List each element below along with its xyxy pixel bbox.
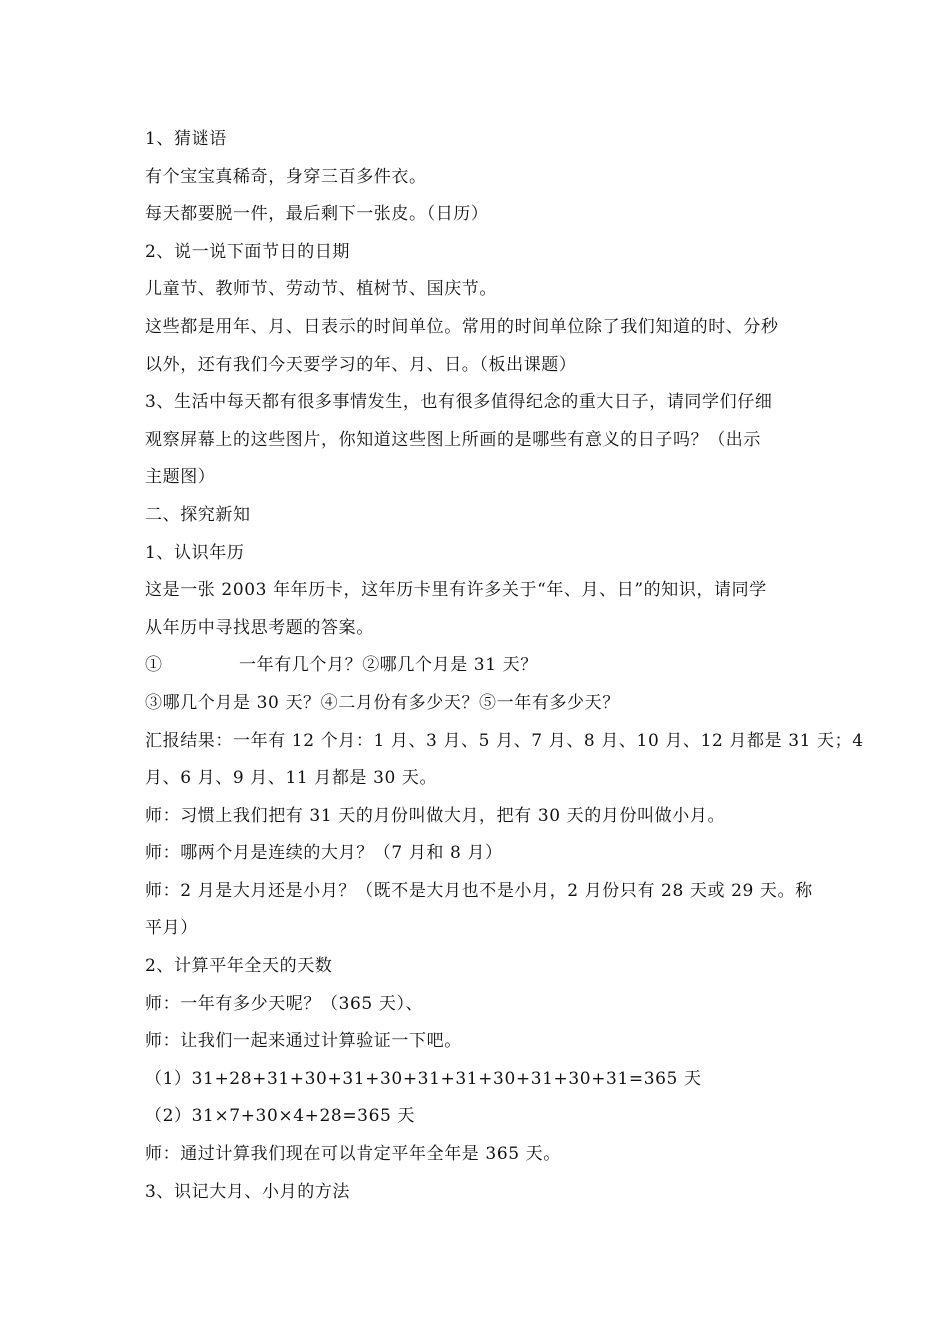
dialogue-line: 师：哪两个月是连续的大月？（7 月和 8 月） <box>145 843 503 864</box>
dialogue-line: 师：通过计算我们现在可以肯定平年全年是 365 天。 <box>145 1144 561 1165</box>
paragraph-line: 这是一张 2003 年年历卡，这年历卡里有许多关于“年、月、日”的知识，请同学 <box>145 580 767 601</box>
paragraph-line: 汇报结果：一年有 12 个月：1 月、3 月、5 月、7 月、8 月、10 月、12 月都是 31 天；4 <box>145 730 864 751</box>
heading-calculate-days: 2、计算平年全天的天数 <box>145 956 333 977</box>
heading-festival-dates: 2、说一说下面节日的日期 <box>145 241 351 262</box>
paragraph-line: 以外，还有我们今天要学习的年、月、日。（板出课题） <box>145 354 577 375</box>
paragraph-line: 观察屏幕上的这些图片，你知道这些图上所画的是哪些有意义的日子吗？（出示 <box>145 429 761 450</box>
paragraph-line: 从年历中寻找思考题的答案。 <box>145 617 374 638</box>
formula-line: （1）31+28+31+30+31+30+31+31+30+31+30+31=365 天 <box>145 1068 702 1089</box>
paragraph-line: 主题图） <box>145 467 216 488</box>
question-line: ③哪几个月是 30 天？④二月份有多少天？⑤一年有多少天？ <box>145 692 620 713</box>
question-line: ① 一年有几个月？②哪几个月是 31 天？ <box>145 655 538 676</box>
paragraph-line: 儿童节、教师节、劳动节、植树节、国庆节。 <box>145 279 497 300</box>
heading-calendar: 1、认识年历 <box>145 542 245 563</box>
section-heading-explore: 二、探究新知 <box>145 504 251 525</box>
paragraph-line: 有个宝宝真稀奇，身穿三百多件衣。 <box>145 166 427 187</box>
formula-line: （2）31×7+30×4+28=365 天 <box>145 1106 416 1127</box>
document-page <box>145 121 864 1211</box>
paragraph-line: 这些都是用年、月、日表示的时间单位。常用的时间单位除了我们知道的时、分秒 <box>145 316 779 337</box>
paragraph-line: 每天都要脱一件，最后剩下一张皮。（日历） <box>145 204 489 225</box>
heading-riddle: 1、猜谜语 <box>145 129 227 149</box>
dialogue-line: 师：让我们一起来通过计算验证一下吧。 <box>145 1031 462 1052</box>
dialogue-line: 平月） <box>145 918 198 939</box>
paragraph-line: 3、生活中每天都有很多事情发生，也有很多值得纪念的重大日子，请同学们仔细 <box>145 392 773 413</box>
paragraph-line: 月、6 月、9 月、11 月都是 30 天。 <box>145 768 438 789</box>
dialogue-line: 师：习惯上我们把有 31 天的月份叫做大月，把有 30 天的月份叫做小月。 <box>145 805 726 826</box>
heading-memorize-months: 3、识记大月、小月的方法 <box>145 1181 351 1202</box>
dialogue-line: 师：2 月是大月还是小月？（既不是大月也不是小月，2 月份只有 28 天或 29 天。称 <box>145 880 813 901</box>
dialogue-line: 师：一年有多少天呢？（365 天）、 <box>145 993 424 1014</box>
